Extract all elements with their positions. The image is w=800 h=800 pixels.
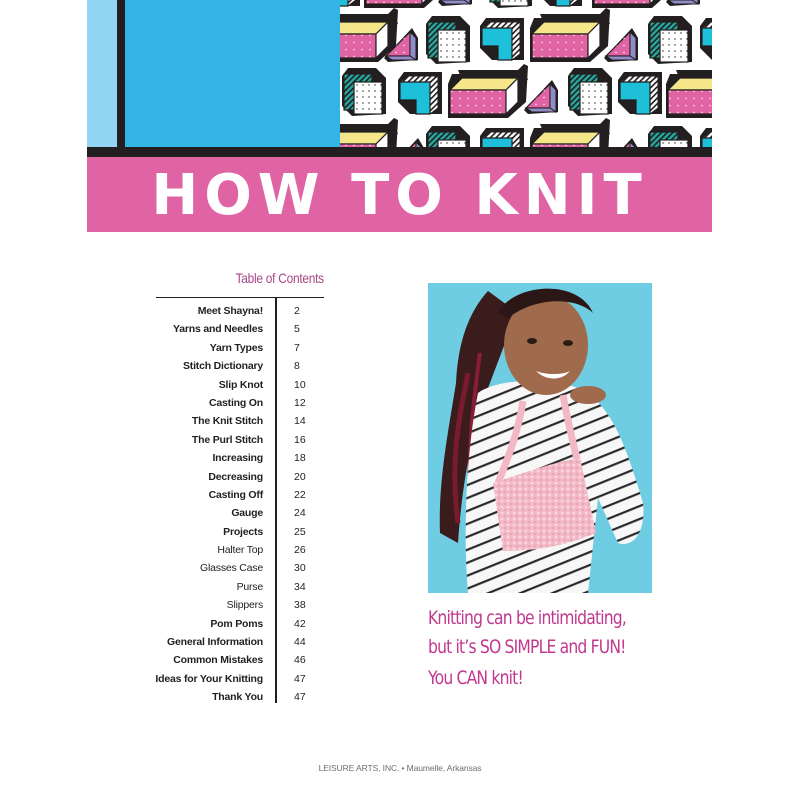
toc-entry-label: Pom Poms [210, 617, 263, 630]
toc-entry[interactable] [156, 320, 326, 338]
toc-entry-page: 16 [294, 433, 306, 446]
toc-title: Table of Contents [235, 270, 324, 286]
toc-entry[interactable] [156, 688, 326, 706]
toc-entry[interactable] [156, 504, 326, 522]
toc-entry-page: 7 [294, 341, 300, 354]
light-blue-panel [87, 0, 117, 147]
toc-entry-page: 44 [294, 636, 306, 649]
toc-entry-page: 38 [294, 599, 306, 612]
toc-entry[interactable] [156, 523, 326, 541]
toc-entry-page: 12 [294, 396, 306, 409]
toc-entry-page: 47 [294, 691, 306, 704]
toc-entry[interactable] [156, 339, 326, 357]
tagline-line-3: You CAN knit! [428, 667, 523, 689]
toc-entry-page: 2 [294, 305, 300, 317]
toc-entry[interactable] [156, 670, 326, 688]
toc-entry-label: General Information [167, 636, 263, 649]
toc-entry[interactable] [156, 633, 326, 651]
toc-entry-page: 42 [294, 617, 306, 630]
header-art [87, 0, 712, 232]
toc-entry[interactable] [156, 468, 326, 486]
toc-entry-label: Projects [223, 525, 263, 538]
toc-entry[interactable] [156, 412, 326, 430]
toc-entry[interactable] [156, 559, 326, 577]
toc-entry-page: 18 [294, 452, 306, 465]
toc-entry-label: Halter Top [217, 544, 263, 557]
black-divider-bar [87, 147, 712, 157]
toc-list [156, 302, 326, 707]
girl-with-knit-purse-photo [428, 283, 652, 593]
toc-entry-label: The Purl Stitch [191, 433, 263, 446]
toc-entry[interactable] [156, 394, 326, 412]
toc-entry-label: Meet Shayna! [197, 305, 263, 317]
tagline [428, 604, 688, 693]
toc-entry-label: Casting Off [208, 488, 263, 501]
toc-entry-label: Ideas for Your Knitting [155, 672, 263, 685]
toc-entry-label: Casting On [208, 396, 263, 409]
toc-entry-label: Purse [236, 580, 263, 593]
toc-entry-label: The Knit Stitch [191, 415, 263, 428]
toc-entry[interactable] [156, 431, 326, 449]
toc-entry[interactable] [156, 449, 326, 467]
toc-horizontal-rule [156, 297, 324, 298]
toc-entry-page: 10 [294, 378, 306, 391]
toc-entry-page: 14 [294, 415, 306, 428]
toc-entry[interactable] [156, 357, 326, 375]
toc-entry-label: Glasses Case [200, 562, 263, 575]
tagline-line-2: but it’s SO SIMPLE and FUN! [428, 636, 626, 658]
blue-panel [125, 0, 340, 147]
toc-entry-page: 20 [294, 470, 306, 483]
toc-entry-label: Gauge [231, 507, 263, 520]
toc-entry-page: 26 [294, 544, 306, 557]
toc-entry[interactable] [156, 541, 326, 559]
page-title: HOW TO KNIT [151, 162, 648, 228]
toc-entry[interactable] [156, 376, 326, 394]
toc-entry[interactable] [156, 302, 326, 320]
toc-entry[interactable] [156, 651, 326, 669]
tagline-line-1: Knitting can be intimidating, [428, 607, 627, 629]
toc-entry-label: Decreasing [208, 470, 263, 483]
toc-entry[interactable] [156, 486, 326, 504]
toc-entry-label: Stitch Dictionary [182, 360, 263, 373]
toc-entry-page: 24 [294, 507, 306, 520]
toc-entry-page: 22 [294, 488, 306, 501]
toc-entry-label: Yarn Types [209, 341, 263, 354]
toc-entry-page: 25 [294, 525, 306, 538]
toc-entry-label: Slip Knot [218, 378, 263, 391]
toc-entry-label: Increasing [212, 452, 263, 465]
toc-entry-page: 5 [294, 323, 300, 336]
toc-entry-page: 34 [294, 580, 306, 593]
toc-entry-page: 46 [294, 654, 306, 667]
toc-entry-label: Slippers [226, 599, 263, 612]
toc-entry-label: Thank You [212, 691, 263, 704]
toc-entry[interactable] [156, 596, 326, 614]
isometric-blocks-pattern-icon [340, 0, 712, 147]
title-band [87, 157, 712, 232]
toc-entry[interactable] [156, 578, 326, 596]
toc-entry-label: Common Mistakes [173, 654, 263, 667]
toc-entry-label: Yarns and Needles [173, 323, 263, 336]
toc-entry[interactable] [156, 615, 326, 633]
toc-entry-page: 30 [294, 562, 306, 575]
panel-divider [117, 0, 125, 147]
toc-entry-page: 47 [294, 672, 306, 685]
toc-entry-page: 8 [294, 360, 300, 373]
publisher-footer: LEISURE ARTS, INC. • Maumelle, Arkansas [318, 763, 482, 773]
